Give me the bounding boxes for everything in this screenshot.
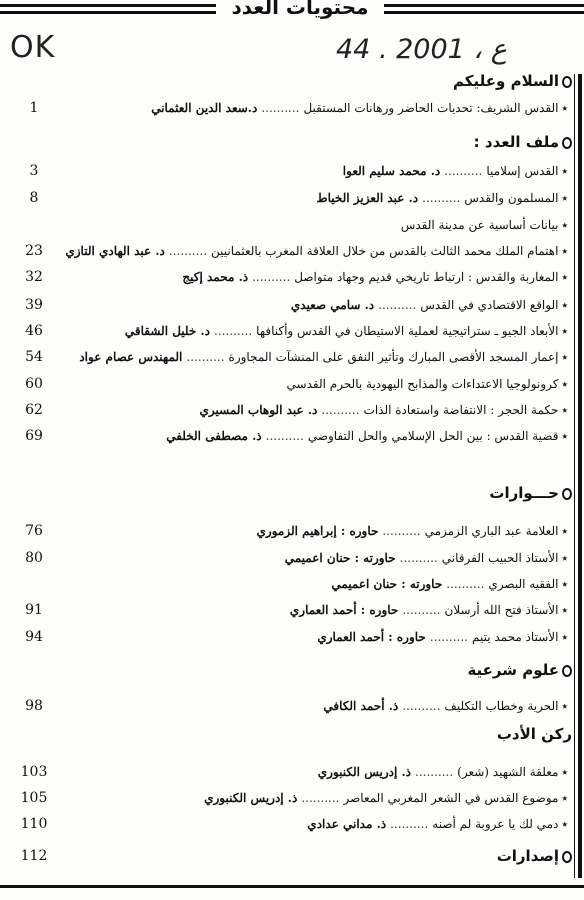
entry-author: ذ. إدريس الكنبوري — [317, 765, 411, 779]
section-heading-dossier: ملف العدد : — [474, 131, 572, 153]
page-number: 23 — [25, 243, 43, 259]
page-number: 112 — [20, 848, 48, 864]
section-heading-publications: إصدارات — [497, 845, 572, 867]
toc-entry[interactable] — [0, 761, 584, 783]
entry-text — [58, 425, 568, 447]
asterisk-bullet-icon: ٭ — [561, 765, 568, 779]
page-header — [0, 0, 584, 24]
entry-title: موضوع القدس في الشعر المغربي المعاصر — [343, 791, 559, 805]
entry-text — [58, 599, 568, 621]
toc-entry[interactable] — [0, 695, 584, 717]
entry-title: الأبعاد الجيو ـ ستراتيجية لعملية الاستيطان في القدس وأكنافها — [256, 324, 559, 338]
leader-dots: .......... — [265, 429, 304, 443]
entry-text — [58, 573, 568, 595]
entry-author: حاورته : حنان اعميمي — [331, 577, 443, 591]
toc-entry[interactable] — [0, 240, 584, 262]
asterisk-bullet-icon: ٭ — [561, 551, 568, 565]
entry-text — [58, 160, 568, 182]
entry-text — [58, 187, 568, 209]
entry-title: المغاربة والقدس : ارتباط تاريخي قديم وجهاد متواصل — [294, 270, 559, 284]
toc-entry[interactable] — [0, 573, 584, 595]
page-number: 105 — [20, 790, 48, 806]
entry-title: معلقة الشهيد (شعر) — [457, 765, 559, 779]
circle-bullet-icon — [562, 76, 572, 88]
section-heading-literature: ركن الأدب — [496, 725, 572, 743]
toc-entry[interactable] — [0, 373, 584, 395]
asterisk-bullet-icon: ٭ — [561, 324, 568, 338]
entry-author: د. سامي صعيدي — [290, 298, 375, 312]
entry-text — [58, 787, 568, 809]
asterisk-bullet-icon: ٭ — [561, 244, 568, 258]
asterisk-bullet-icon: ٭ — [561, 298, 568, 312]
entry-title: دمي لك يا عروبة لم أصنه — [432, 817, 559, 831]
toc-entry[interactable] — [0, 294, 584, 316]
page-number: 54 — [25, 349, 43, 365]
entry-title: بيانات أساسية عن مدينة القدس — [400, 218, 559, 232]
entry-title: الواقع الاقتصادي في القدس — [420, 298, 559, 312]
entry-title: حكمة الحجر : الانتفاضة واستعادة الذات — [363, 403, 559, 417]
entry-author: ذ. مصطفى الخلفي — [166, 429, 262, 443]
leader-dots: .......... — [422, 191, 461, 205]
leader-dots: .......... — [214, 324, 253, 338]
entry-text — [58, 626, 568, 648]
toc-entry[interactable] — [0, 425, 584, 447]
asterisk-bullet-icon: ٭ — [561, 429, 568, 443]
entry-text — [58, 813, 568, 835]
asterisk-bullet-icon: ٭ — [561, 817, 568, 831]
handwritten-ok: OK — [10, 30, 56, 65]
asterisk-bullet-icon: ٭ — [561, 577, 568, 591]
toc-entry[interactable] — [0, 399, 584, 421]
handwritten-issue-number: 44 . ع ، 2001 — [336, 34, 507, 65]
page-number: 80 — [25, 550, 43, 566]
entry-author: حاورته : حنان اعميمي — [284, 551, 396, 565]
entry-text — [58, 373, 568, 395]
page-title: محتويات العدد — [216, 0, 384, 20]
entry-title: كرونولوجيا الاعتداءات والمذابح اليهودية بالحرم القدسي — [286, 377, 559, 391]
section-heading-interviews: حـــوارات — [489, 482, 572, 504]
toc-entry[interactable] — [0, 520, 584, 542]
bottom-rule — [0, 885, 584, 888]
page-number: 8 — [29, 190, 39, 206]
entry-author: د. عبد الوهاب المسيري — [199, 403, 318, 417]
page-number: 32 — [25, 269, 43, 285]
page-number: 110 — [20, 816, 48, 832]
entry-author: ذ. مداني عدادي — [307, 817, 387, 831]
asterisk-bullet-icon: ٭ — [561, 218, 568, 232]
leader-dots: .......... — [378, 298, 417, 312]
entry-title: العلامة عبد الباري الزمزمي — [424, 524, 559, 538]
toc-entry[interactable] — [0, 214, 584, 236]
entry-title: المسلمون والقدس — [464, 191, 559, 205]
asterisk-bullet-icon: ٭ — [561, 101, 568, 115]
asterisk-bullet-icon: ٭ — [561, 164, 568, 178]
entry-title: القدس الشريف: تحديات الحاضر ورهانات المستقبل — [303, 101, 559, 115]
entry-author: د. عبد الهادي التازي — [65, 244, 165, 258]
toc-entry[interactable] — [0, 813, 584, 835]
entry-text — [58, 399, 568, 421]
leader-dots: .......... — [390, 817, 429, 831]
publications-page-row — [0, 845, 584, 867]
asterisk-bullet-icon: ٭ — [561, 350, 568, 364]
entry-title: اهتمام الملك محمد الثالث بالقدس من خلال العلاقة المغرب بالعثمانيين — [211, 244, 559, 258]
toc-entry[interactable] — [0, 266, 584, 288]
entry-text — [58, 240, 568, 262]
leader-dots: .......... — [321, 403, 360, 417]
asterisk-bullet-icon: ٭ — [561, 603, 568, 617]
toc-entry[interactable] — [0, 187, 584, 209]
entry-author: المهندس عصام عواد — [79, 350, 183, 364]
entry-text — [58, 761, 568, 783]
leader-dots: .......... — [261, 101, 300, 115]
leader-dots: .......... — [186, 350, 225, 364]
asterisk-bullet-icon: ٭ — [561, 270, 568, 284]
page-number: 62 — [25, 402, 43, 418]
leader-dots: .......... — [446, 577, 485, 591]
entry-author: حاوره : أحمد العماري — [289, 603, 399, 617]
entry-text — [58, 266, 568, 288]
entry-text — [58, 97, 568, 119]
toc-entry[interactable] — [0, 599, 584, 621]
entry-author: ذ. أحمد الكافي — [323, 699, 399, 713]
entry-author: حاوره : إبراهيم الزموري — [256, 524, 379, 538]
leader-dots: .......... — [382, 524, 421, 538]
entry-author: د. عبد العزيز الخياط — [316, 191, 419, 205]
entry-title: الحرية وخطاب التكليف — [444, 699, 559, 713]
circle-bullet-icon — [562, 137, 572, 149]
asterisk-bullet-icon: ٭ — [561, 699, 568, 713]
circle-bullet-icon — [562, 488, 572, 500]
entry-author: د.سعد الدين العثماني — [151, 101, 258, 115]
leader-dots: .......... — [402, 603, 441, 617]
page-number: 69 — [25, 428, 43, 444]
entry-text — [58, 320, 568, 342]
leader-dots: .......... — [402, 699, 441, 713]
entry-author: د. خليل الشقاقي — [124, 324, 211, 338]
section-heading-sharia: علوم شرعية — [467, 659, 572, 681]
page-number: 3 — [29, 163, 39, 179]
entry-title: قضية القدس : بين الحل الإسلامي والحل التفاوضي — [307, 429, 559, 443]
page-number: 98 — [25, 698, 43, 714]
entry-text — [58, 520, 568, 542]
toc-entry[interactable] — [0, 626, 584, 648]
entry-title: القدس إسلاميا — [486, 164, 559, 178]
entry-title: إعمار المسجد الأقصى المبارك وتأثير النفق على المنشآت المجاورة — [228, 350, 559, 364]
entry-author: ذ. محمد إكيج — [182, 270, 249, 284]
asterisk-bullet-icon: ٭ — [561, 191, 568, 205]
leader-dots: .......... — [429, 630, 468, 644]
leader-dots: .......... — [415, 765, 454, 779]
page-number: 103 — [20, 764, 48, 780]
leader-dots: .......... — [252, 270, 291, 284]
page-number: 46 — [25, 323, 43, 339]
entry-title: الفقيه البصري — [488, 577, 559, 591]
toc-entry[interactable] — [0, 160, 584, 182]
entry-author: حاوره : أحمد العماري — [317, 630, 426, 644]
page-number: 60 — [25, 376, 43, 392]
asterisk-bullet-icon: ٭ — [561, 524, 568, 538]
page-number: 76 — [25, 523, 43, 539]
asterisk-bullet-icon: ٭ — [561, 630, 568, 644]
entry-title: الأستاذ فتح الله أرسلان — [444, 603, 559, 617]
page-number: 94 — [25, 629, 43, 645]
entry-author: ذ. إدريس الكنبوري — [204, 791, 298, 805]
asterisk-bullet-icon: ٭ — [561, 377, 568, 391]
entry-title: الأستاذ الحبيب الفرقاني — [441, 551, 559, 565]
asterisk-bullet-icon: ٭ — [561, 791, 568, 805]
leader-dots: .......... — [399, 551, 438, 565]
entry-title: الأستاذ محمد يتيم — [471, 630, 559, 644]
toc-entry[interactable] — [0, 346, 584, 368]
page-number: 39 — [25, 297, 43, 313]
circle-bullet-icon — [562, 665, 572, 677]
entry-text — [58, 214, 568, 236]
entry-text — [58, 547, 568, 569]
page-number: 91 — [25, 602, 43, 618]
leader-dots: .......... — [168, 244, 208, 258]
entry-author: د. محمد سليم العوا — [342, 164, 441, 178]
toc-entry[interactable] — [0, 547, 584, 569]
entry-text — [58, 294, 568, 316]
entry-text — [58, 695, 568, 717]
section-heading-greeting: السلام وعليكم — [453, 70, 572, 92]
entry-text — [58, 346, 568, 368]
toc-entry[interactable] — [0, 97, 584, 119]
asterisk-bullet-icon: ٭ — [561, 403, 568, 417]
leader-dots: .......... — [444, 164, 483, 178]
page-number: 1 — [29, 100, 39, 116]
toc-entry[interactable] — [0, 787, 584, 809]
leader-dots: .......... — [301, 791, 340, 805]
toc-entry[interactable] — [0, 320, 584, 342]
